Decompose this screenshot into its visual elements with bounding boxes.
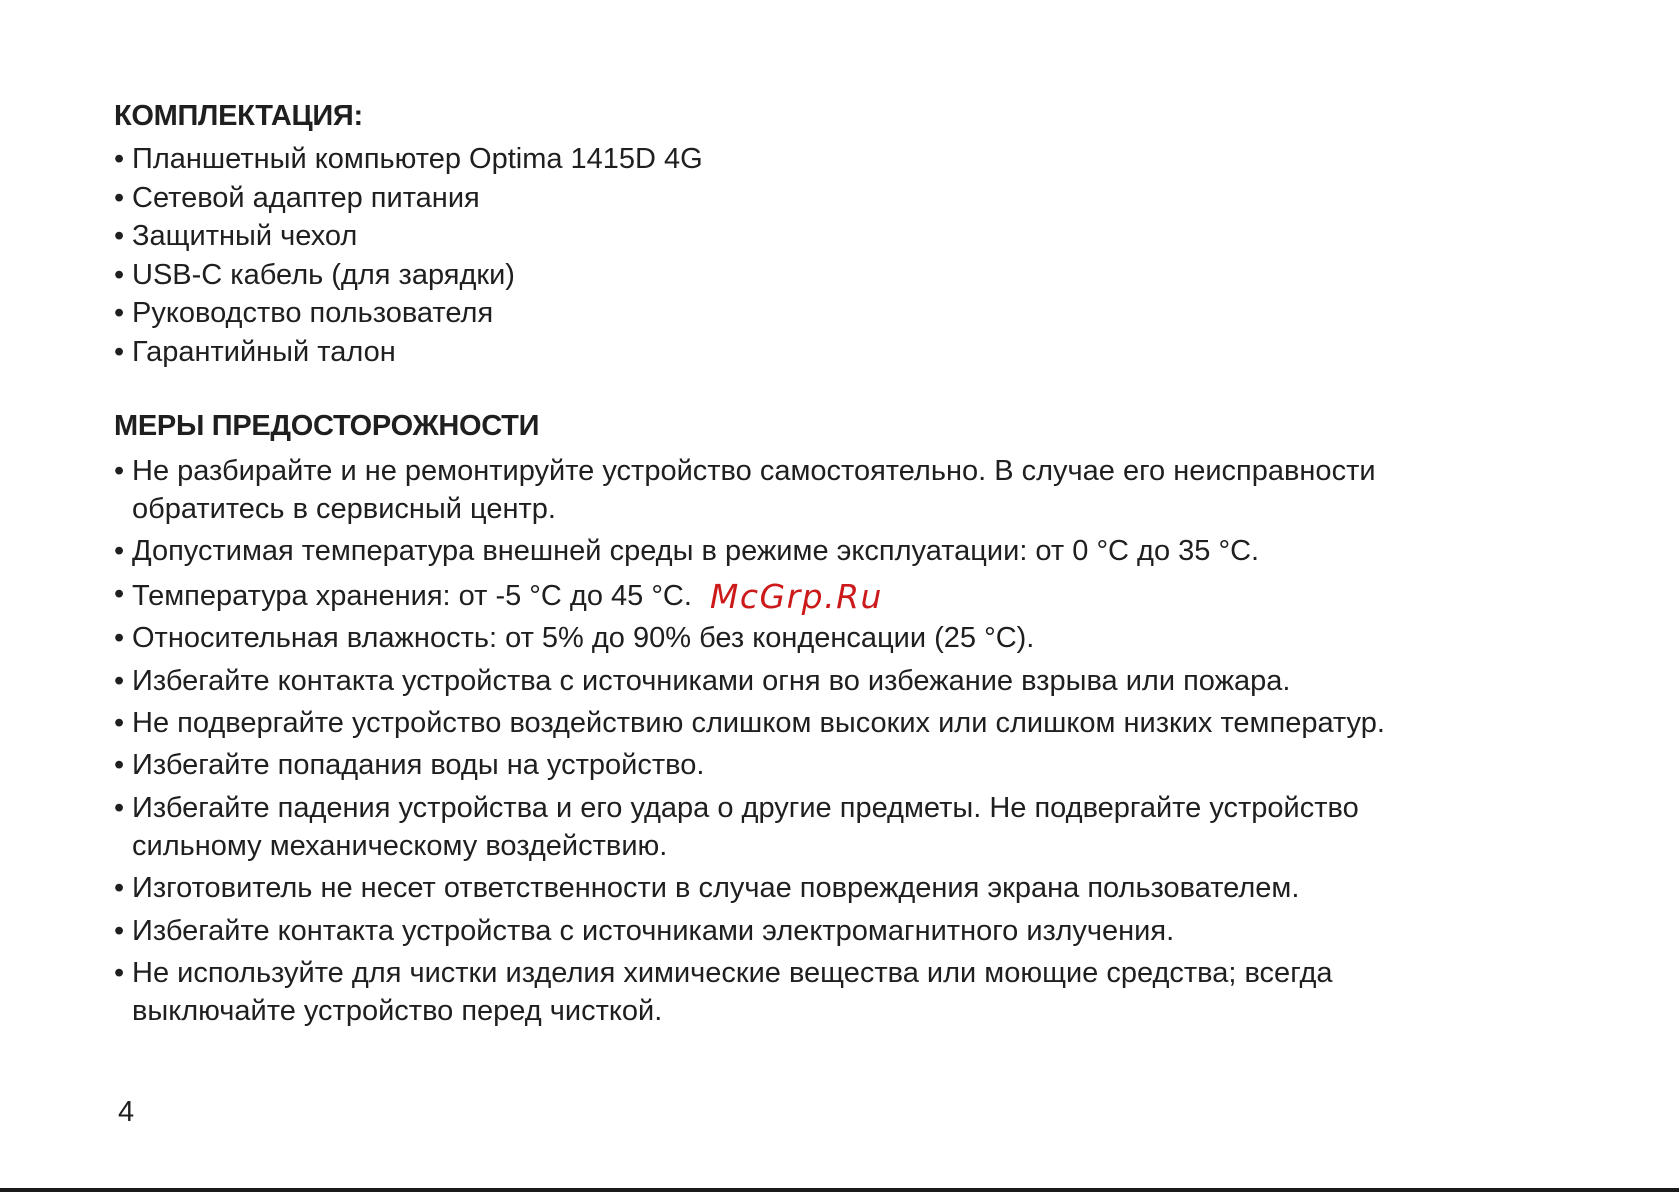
precaution-text-cont: сильному механическому воздействию. [132,829,668,862]
bullet: • [114,455,125,487]
bullet: • [114,791,125,824]
list-item [114,789,1385,865]
bullet: • [114,956,125,989]
bullet: • [114,749,125,782]
kit-item-adapter: Сетевой адаптер питания [132,181,480,214]
list-item [114,746,1385,784]
precaution-text: Не подвергайте устройство воздействию слишком высоких или слишком низких температур. [132,706,1385,739]
precaution-text: Избегайте контакта устройства с источниками огня во избежание взрыва или пожара. [132,664,1291,697]
list-item [114,954,1385,1030]
kit-item-case: Защитный чехол [132,220,358,252]
precaution-text: Температура хранения: от -5 °С до 45 °С. [132,579,692,612]
precaution-text-cont: выключайте устройство перед чисткой. [132,994,663,1027]
kit-item-tablet: Планшетный компьютер Optima 1415D 4G [132,143,703,175]
list-item [114,575,1385,615]
bullet: • [114,872,125,905]
page-number: 4 [118,1096,135,1128]
list-item [114,619,1385,657]
kit-item-manual: Руководство пользователя [132,297,494,329]
precaution-text: Не используйте для чистки изделия химические вещества или моющие средства; всегда [132,956,1333,989]
bullet: • [114,143,125,175]
kit-list [114,140,703,371]
list-item [114,869,1385,907]
precaution-text: Избегайте контакта устройства с источниками электромагнитного излучения. [132,914,1175,947]
precaution-text: Избегайте падения устройства и его удара о другие предметы. Не подвергайте устройство [132,791,1359,824]
bullet: • [114,335,125,368]
list-item [114,256,703,295]
kit-item-warranty: Гарантийный талон [132,335,396,368]
bottom-rule [0,1188,1679,1192]
bullet: • [114,914,125,947]
bullet: • [114,181,125,214]
bullet: • [114,297,125,329]
list-item [114,179,703,218]
list-item [114,294,703,333]
list-item [114,217,703,256]
bullet: • [114,664,125,697]
bullet: • [114,220,125,252]
precautions-list [114,452,1385,1034]
precaution-text: Допустимая температура внешней среды в режиме эксплуатации: от 0 °С до 35 °С. [132,535,1260,568]
precaution-text-cont: обратитесь в сервисный центр. [132,493,556,525]
precaution-line [132,575,1385,615]
list-item [114,333,703,372]
list-item [114,140,703,179]
bullet: • [114,258,125,291]
list-item [114,704,1385,742]
precautions-title: МЕРЫ ПРЕДОСТОРОЖНОСТИ [114,410,540,442]
list-item [114,662,1385,700]
watermark: McGrp.Ru [709,576,883,616]
precaution-text: Не разбирайте и не ремонтируйте устройство самостоятельно. В случае его неисправности [132,455,1376,487]
bullet: • [114,622,125,655]
precaution-text: Относительная влажность: от 5% до 90% без конденсации (25 °С). [132,622,1035,655]
list-item [114,452,1385,528]
bullet: • [114,706,125,739]
bullet: • [114,535,125,568]
list-item [114,532,1385,570]
list-item [114,912,1385,950]
kit-title: КОМПЛЕКТАЦИЯ: [114,100,363,132]
precaution-text: Избегайте попадания воды на устройство. [132,749,705,782]
bullet: • [114,577,125,610]
kit-item-cable: USB-C кабель (для зарядки) [132,258,515,291]
precaution-text: Изготовитель не несет ответственности в случае повреждения экрана пользователем. [132,872,1300,905]
